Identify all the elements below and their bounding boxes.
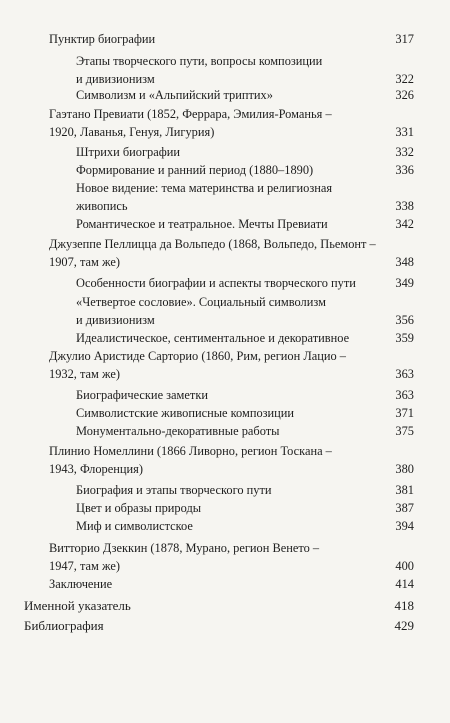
toc-entry-page: 332	[395, 145, 414, 159]
toc-entry-title: Биографические заметки	[76, 388, 208, 402]
toc-entry-title: «Четвертое сословие». Социальный символизм	[76, 295, 326, 309]
toc-entry-title: Плинио Номеллини (1866 Ливорно, регион Тоскана –	[49, 444, 332, 458]
toc-entry-title: Гаэтано Превиати (1852, Феррара, Эмилия-Романья –	[49, 107, 332, 121]
toc-entry-page: 348	[395, 255, 414, 269]
toc-entry-title: Миф и символистское	[76, 519, 193, 533]
toc-entry-page: 414	[395, 577, 414, 591]
toc-entry-title: Цвет и образы природы	[76, 501, 202, 515]
toc-entry-page: 380	[395, 462, 414, 476]
toc-entry-title-cont: живопись	[76, 199, 128, 213]
toc-entry-page: 359	[395, 331, 414, 345]
toc-entry-title: Джузеппе Пеллицца да Вольпедо (1868, Вольпедо, Пьемонт –	[49, 237, 376, 251]
toc-entry-title: Джулио Аристиде Сарторио (1860, Рим, регион Лацио –	[49, 349, 346, 363]
toc-entry-title: Новое видение: тема материнства и религиозная	[76, 181, 333, 195]
toc-entry-page: 375	[395, 424, 414, 438]
toc-entry-page: 342	[395, 217, 414, 231]
toc-entry-title: Символизм и «Альпийский триптих»	[76, 88, 273, 102]
toc-entry-page: 418	[394, 598, 414, 613]
toc-entry-title: Именной указатель	[24, 598, 131, 613]
toc-entry-title-cont: 1943, Флоренция)	[49, 462, 143, 476]
toc-entry-page: 400	[395, 559, 414, 573]
toc-entry-page: 363	[395, 367, 414, 381]
toc-entry-title: Витторио Дзеккин (1878, Мурано, регион Венето –	[49, 541, 320, 555]
toc-entry-page: 322	[395, 72, 414, 86]
toc-entry-title: Романтическое и театральное. Мечты Превиати	[76, 217, 328, 231]
toc-entry-title: Библиография	[24, 618, 104, 633]
toc-entry-page: 317	[395, 32, 414, 46]
toc-entry-page: 338	[395, 199, 414, 213]
toc-entry-title: Формирование и ранний период (1880–1890)	[76, 163, 314, 177]
toc-entry-page: 429	[394, 618, 414, 633]
toc-entry-page: 387	[395, 501, 414, 515]
toc-entry-title: Заключение	[49, 577, 113, 591]
toc-entry-page: 349	[395, 276, 414, 290]
toc-entry-title-cont: 1932, там же)	[49, 367, 121, 381]
toc-entry-title: Штрихи биографии	[76, 145, 181, 159]
toc-entry-title: Монументально-декоративные работы	[76, 424, 280, 438]
toc-entry-title: Пунктир биографии	[49, 32, 156, 46]
toc-entry-page: 371	[395, 406, 414, 420]
toc-entry-title: Биография и этапы творческого пути	[76, 483, 272, 497]
toc-entry-page: 326	[395, 88, 414, 102]
toc-entry-title-cont: 1947, там же)	[49, 559, 121, 573]
toc-entry-title: Идеалистическое, сентиментальное и декоративное	[76, 331, 350, 345]
toc-entry-title: Особенности биографии и аспекты творческого пути	[76, 276, 356, 290]
toc-entry-title: Символистские живописные композиции	[76, 406, 295, 420]
toc-entry-title: Этапы творческого пути, вопросы композиции	[76, 54, 323, 68]
toc-entry-title-cont: и дивизионизм	[76, 72, 155, 86]
toc-entry-title-cont: 1920, Лаванья, Генуя, Лигурия)	[49, 125, 215, 139]
toc-entry-page: 381	[395, 483, 414, 497]
toc-entry-page: 336	[395, 163, 414, 177]
toc-entry-page: 394	[395, 519, 414, 533]
toc-entry-title-cont: 1907, там же)	[49, 255, 121, 269]
toc-entry-title-cont: и дивизионизм	[76, 313, 155, 327]
toc-entry-page: 363	[395, 388, 414, 402]
toc-entry-page: 356	[395, 313, 414, 327]
toc-entry-page: 331	[395, 125, 414, 139]
